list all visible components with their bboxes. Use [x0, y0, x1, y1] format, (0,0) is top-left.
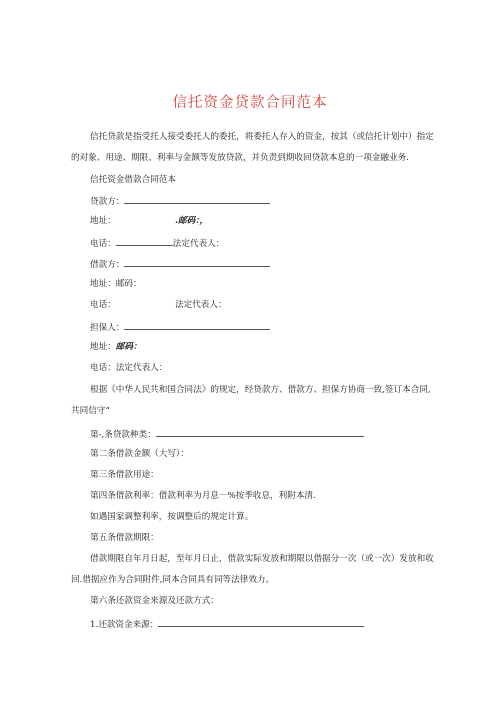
- lender-phone-blank: [116, 236, 173, 246]
- contract-subtitle: 信托资金借款合同范本: [90, 175, 176, 185]
- article-1-label: 第-,条贷款种类：: [90, 430, 156, 440]
- intro-paragraph-line-1: 信托贷款是指受托人接受委托人的委托，将委托人存入的资金，按其（或信托计划中）指定: [90, 132, 434, 142]
- borrower-label: 借款方：: [90, 260, 125, 270]
- repay-source-label: 1.还款资金来源：: [90, 620, 159, 630]
- term-paragraph-line-1: 借款期限自年月日起，至年月日止，借款实际发放和期限以借据分一次（或一次）发放和收: [90, 554, 434, 564]
- guarantor-phone-legal-rep: 电话：法定代表人：: [90, 363, 168, 373]
- lender-label: 贷款方：: [90, 197, 125, 207]
- article-4: 第四条借款利率：借款利率为月息－%按季收息，利附本清.: [90, 491, 316, 501]
- legal-basis-line-2: 共同信守“: [71, 406, 110, 416]
- term-paragraph-line-2: 回.借据应作为合同附件,同本合同具有同等法律效力。: [71, 575, 275, 585]
- lender-blank: [124, 194, 270, 204]
- lender-row: [90, 194, 270, 208]
- lender-address-label: 地址：: [90, 216, 116, 226]
- repay-source-blank: [158, 617, 364, 627]
- article-5: 第五条借款期限：: [90, 533, 159, 543]
- article-6: 第六条还款资金来源及还款方式：: [90, 596, 219, 606]
- repay-source-row: [90, 617, 364, 631]
- borrower-legal-rep-label: 法定代表人：: [175, 300, 227, 310]
- guarantor-address-label: 地址：: [90, 342, 116, 352]
- article-1-row: [90, 427, 364, 441]
- legal-basis-line-1: 根据《中华人民共和国合同法》的规定，经贷款方、借款方、担保方协商一致,签订本合同,: [90, 385, 431, 395]
- guarantor-row: [90, 320, 270, 334]
- lender-postcode-label: .邮码：，: [175, 216, 209, 226]
- article-2: 第二条借款金额（大写）：: [90, 449, 189, 459]
- guarantor-blank: [124, 320, 270, 330]
- lender-phone-label: 电话：: [90, 239, 116, 249]
- article-3: 第三条借款用途：: [90, 470, 159, 480]
- borrower-row: [90, 257, 270, 271]
- document-title: 信托资金贷款合同范本: [172, 95, 328, 111]
- borrower-address-postcode: 地址：邮码：: [90, 279, 142, 289]
- rate-adjustment-note: 如遇国家调整利率，按调整后的规定计算。: [90, 512, 254, 522]
- borrower-blank: [124, 257, 270, 267]
- guarantor-address-row: [90, 341, 142, 353]
- guarantor-label: 担保人：: [90, 323, 125, 333]
- intro-paragraph-line-2: 的对象、用途、期限、利率与金额等发放贷款，并负责到期收回贷款本息的一项金融业务.: [71, 153, 409, 163]
- guarantor-postcode-label: 邮码：: [115, 342, 142, 352]
- article-1-blank: [156, 427, 364, 437]
- borrower-phone-label: 电话：: [90, 300, 116, 310]
- lender-phone-row: [90, 236, 224, 250]
- lender-legal-rep-label: 法定代表人：: [172, 239, 225, 249]
